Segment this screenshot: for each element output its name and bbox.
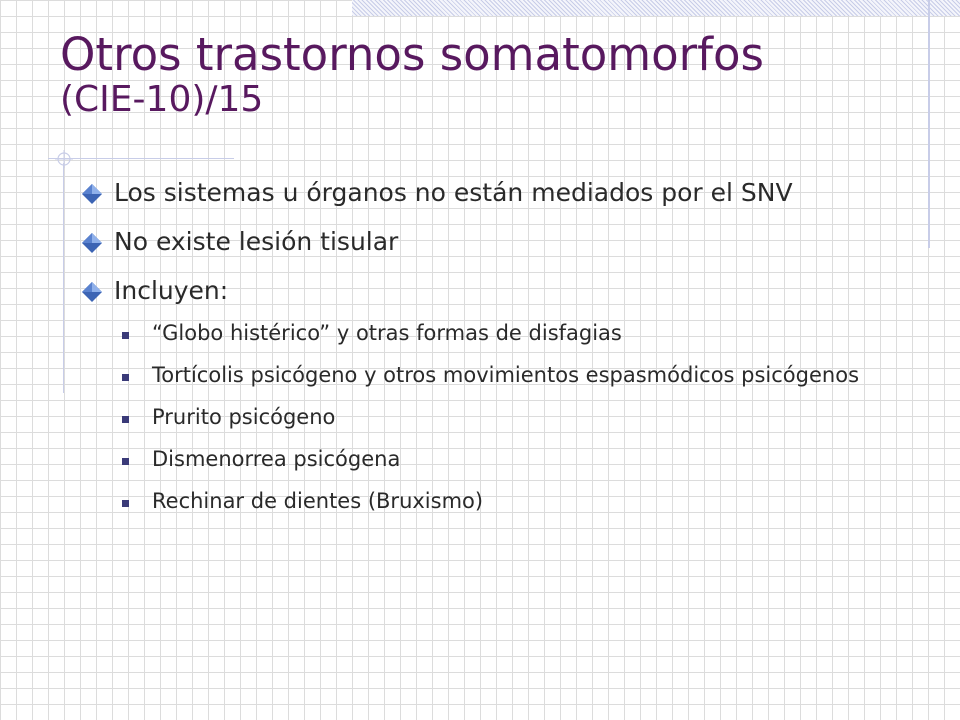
sub-bullet-text: Rechinar de dientes (Bruxismo) [152,489,484,513]
slide-title-suffix: (CIE-10)/15 [60,79,264,121]
slide-title-main: Otros trastornos somatomorfos [60,28,764,81]
square-bullet-icon [122,500,129,507]
bullet-item [80,274,900,308]
title-underline [48,158,234,159]
sub-bullet-text: Tortícolis psicógeno y otros movimientos espasmódicos psicógenos [152,363,860,387]
slide-title [60,30,764,121]
diamond-bullet-icon [80,182,104,206]
square-bullet-icon [122,374,129,381]
sub-bullet-item [80,403,900,431]
bullet-text: No existe lesión tisular [114,227,399,256]
slide-content [80,176,900,529]
sub-bullet-text: Prurito psicógeno [152,405,336,429]
square-bullet-icon [122,332,129,339]
sub-bullet-text: Dismenorrea psicógena [152,447,401,471]
bullet-text: Los sistemas u órganos no están mediados por el SNV [114,178,793,207]
right-decor-line [928,0,930,248]
bullet-item [80,176,900,210]
sub-bullet-item [80,445,900,473]
sub-bullet-item [80,361,900,389]
left-decor-line [63,163,64,393]
sub-bullet-text: “Globo histérico” y otras formas de disfagias [152,321,622,345]
diamond-bullet-icon [80,280,104,304]
sub-bullet-item [80,487,900,515]
bullet-text: Incluyen: [114,276,229,305]
sub-bullet-list [80,319,900,515]
square-bullet-icon [122,458,129,465]
top-decor-band [352,0,960,16]
sub-bullet-item [80,319,900,347]
square-bullet-icon [122,416,129,423]
diamond-bullet-icon [80,231,104,255]
crosshair-icon [55,150,73,168]
bullet-item [80,225,900,259]
